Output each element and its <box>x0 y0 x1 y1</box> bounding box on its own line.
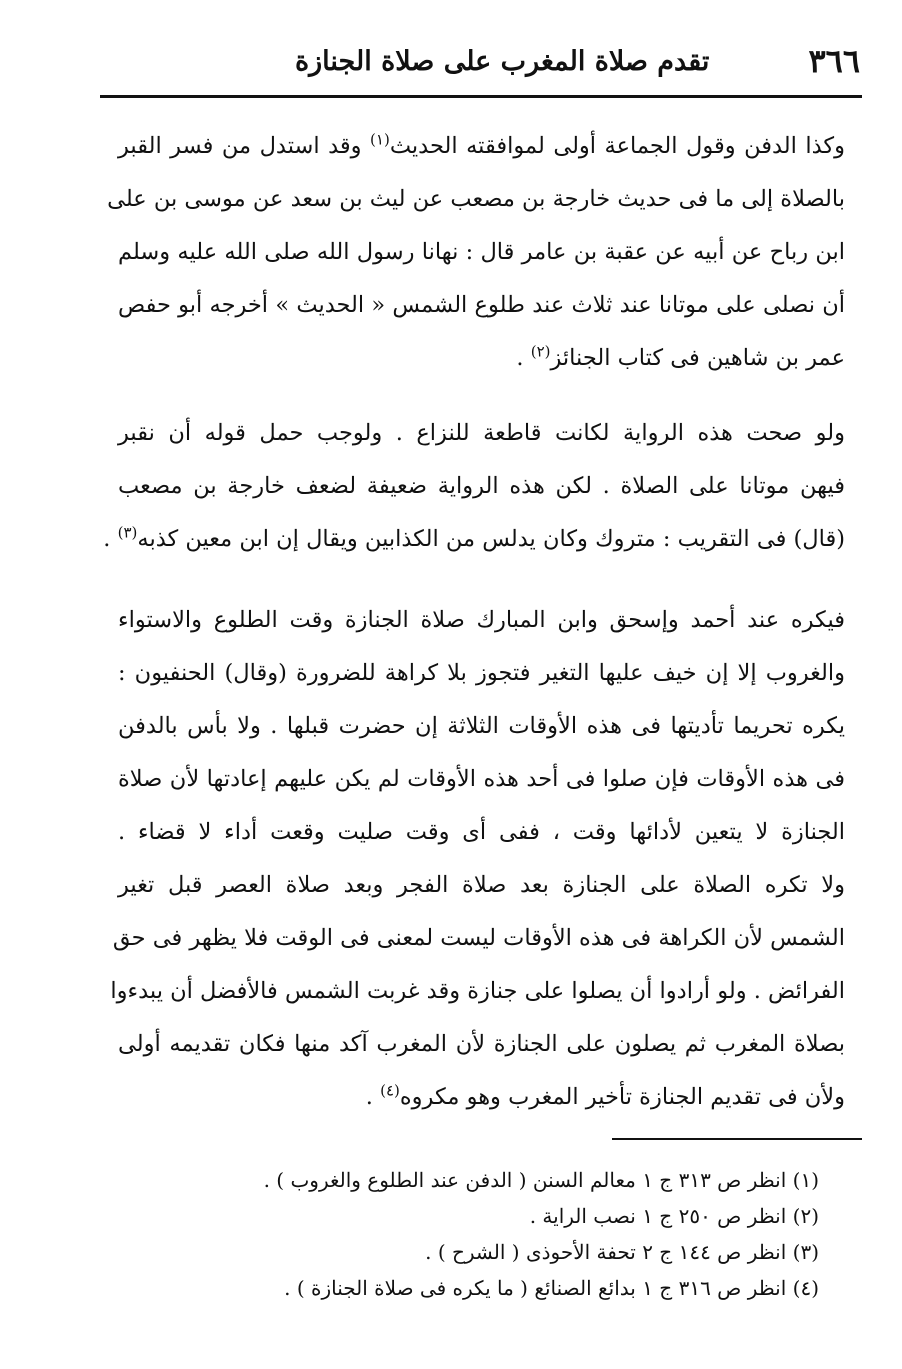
running-title: تقدم صلاة المغرب على صلاة الجنازة <box>295 45 710 77</box>
footnote-2: (٢) انظر ص ٢٥٠ ج ١ نصب الراية . <box>529 1204 819 1228</box>
text-line: ولو صحت هذه الرواية لكانت قاطعة للنزاع . ولوجب حمل قوله أن نقبر <box>118 420 845 446</box>
text-line: الفرائض . ولو أرادوا أن يصلوا على جنازة وقد غربت الشمس فالأفضل أن يبدءوا <box>110 978 845 1004</box>
line-text: ولأن فى تقديم الجنازة تأخير المغرب وهو مكروه <box>399 1084 845 1110</box>
text-line: ابن رباح عن أبيه عن عقبة بن عامر قال : نهانا رسول الله صلى الله عليه وسلم <box>118 239 845 265</box>
text-line <box>118 332 845 385</box>
line-text: وكذا الدفن وقول الجماعة أولى لموافقته الحديث <box>389 133 845 159</box>
text-line: بالصلاة إلى ما فى حديث خارجة بن مصعب عن ليث بن سعد عن موسى بن على <box>107 186 845 212</box>
text-line: أن نصلى على موتانا عند ثلاث عند طلوع الشمس « الحديث » أخرجه أبو حفص <box>118 292 845 318</box>
page-header <box>100 36 860 86</box>
text-line: فيكره عند أحمد وإسحق وابن المبارك صلاة الجنازة وقت الطلوع والاستواء <box>118 607 845 633</box>
footnote-4: (٤) انظر ص ٣١٦ ج ١ بدائع الصنائع ( ما يكره فى صلاة الجنازة ) . <box>284 1276 819 1300</box>
footnote-ref: (٣) <box>117 523 138 542</box>
line-text: عمر بن شاهين فى كتاب الجنائز <box>550 345 845 371</box>
footnote-1: (١) انظر ص ٣١٣ ج ١ معالم السنن ( الدفن عند الطلوع والغروب ) . <box>263 1168 819 1192</box>
footnote-3: (٣) انظر ص ١٤٤ ج ٢ تحفة الأحوذى ( الشرح ) . <box>425 1240 819 1264</box>
page-number: ٣٦٦ <box>808 42 860 80</box>
line-text: وقد استدل من فسر القبر <box>118 133 362 159</box>
footnote-rule <box>612 1138 862 1140</box>
text-line: فى هذه الأوقات فإن صلوا فى أحد هذه الأوقات لم يكن عليهم إعادتها لأن صلاة <box>118 766 845 792</box>
text-line: يكره تحريما تأديتها فى هذه الأوقات الثلاثة إن حضرت قبلها . ولا بأس بالدفن <box>118 713 845 739</box>
text-line: الشمس لأن الكراهة فى هذه الأوقات ليست لمعنى فى الوقت فلا يظهر فى حق <box>112 925 845 951</box>
text-line: الجنازة لا يتعين لأدائها وقت ، ففى أى وقت صليت وقعت أداء لا قضاء . <box>118 819 845 845</box>
paragraph-gap <box>118 385 845 407</box>
paragraph-1 <box>107 120 845 385</box>
end-mark: . <box>103 526 111 552</box>
footnotes <box>179 1162 819 1306</box>
text-line <box>118 1071 845 1124</box>
paragraph-3 <box>110 594 845 1124</box>
line-text: (قال) فى التقريب : متروك وكان يدلس من الكذابين ويقال إن ابن معين كذبه <box>137 526 845 552</box>
end-mark: . <box>516 345 524 371</box>
text-line <box>103 513 845 566</box>
footnote-ref: (٤) <box>380 1081 400 1100</box>
main-text <box>103 120 845 1124</box>
text-line: ولا تكره الصلاة على الجنازة بعد صلاة الفجر وبعد صلاة العصر قبل تغير <box>118 872 845 898</box>
text-line <box>118 120 845 173</box>
text-line: بصلاة المغرب ثم يصلون على الجنازة لأن المغرب آكد منها فكان تقديمه أولى <box>118 1031 845 1057</box>
paragraph-2 <box>103 407 845 566</box>
text-line: فيهن موتانا على الصلاة . لكن هذه الرواية ضعيفة لضعف خارجة بن مصعب <box>118 473 845 499</box>
header-rule <box>100 95 862 98</box>
paragraph-gap <box>118 566 845 594</box>
text-line: والغروب إلا إن خيف عليها التغير فتجوز بلا كراهة للضرورة (وقال) الحنفيون : <box>118 660 845 686</box>
footnote-ref: (٢) <box>530 342 551 361</box>
end-mark: . <box>365 1084 373 1110</box>
footnote-ref: (١) <box>370 130 390 149</box>
